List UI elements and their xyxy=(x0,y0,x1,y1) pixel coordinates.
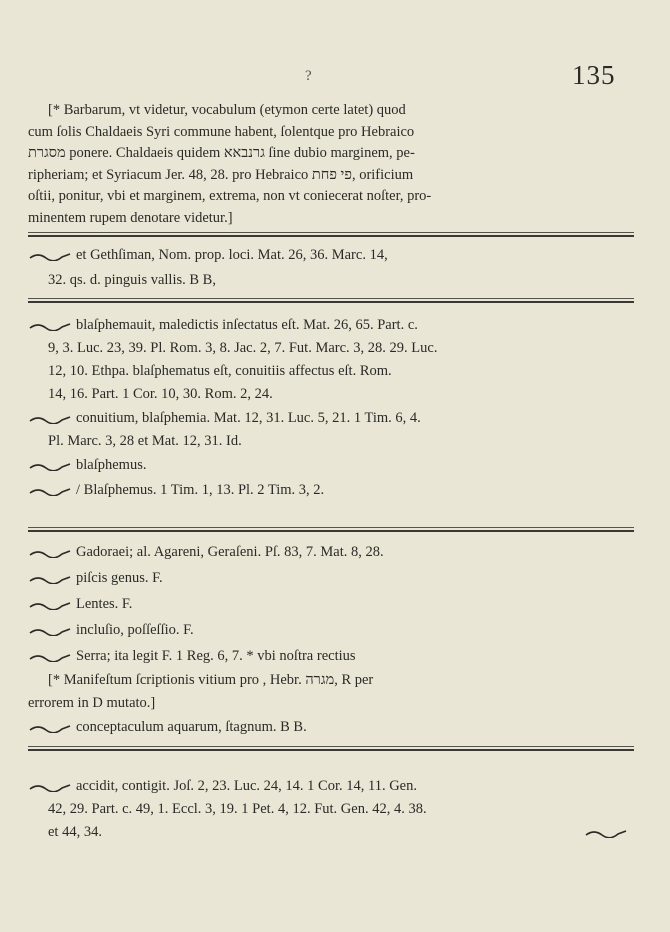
entry-line: blaſphemauit, maledictis inſectatus eſt. Mat. 26, 65. Part. c. xyxy=(28,315,632,337)
section-rule xyxy=(28,298,634,303)
syriac-word-icon xyxy=(28,485,72,496)
note-line: מסגרת ponere. Chaldaeis quidem גרנבאא ſine dubio marginem, pe- xyxy=(28,145,415,162)
note-line: oſtii, ponitur, vbi et marginem, extrema, non vt coniecerat noſter, pro- xyxy=(28,188,432,205)
syriac-word-icon xyxy=(28,625,72,636)
note-line: cum ſolis Chaldaeis Syri commune habent, ſolentque pro Hebraico xyxy=(28,123,415,140)
running-header xyxy=(0,60,670,100)
section-rule xyxy=(28,232,634,237)
syriac-word-icon xyxy=(28,781,72,792)
entry-line: 9, 3. Luc. 23, 39. Pl. Rom. 3, 8. Jac. 2, 7. Fut. Marc. 3, 28. 29. Luc. xyxy=(48,340,438,356)
syriac-word-icon xyxy=(584,827,628,838)
header-mark: ? xyxy=(305,68,312,84)
syriac-word-icon xyxy=(28,651,72,662)
syriac-word-icon xyxy=(28,547,72,558)
section-rule xyxy=(28,527,634,532)
entry-line: 12, 10. Ethpa. blaſphematus eſt, conuitiis affectus eſt. Rom. xyxy=(48,363,392,379)
syriac-word-icon xyxy=(28,413,72,424)
entry-line: blaſphemus. xyxy=(28,455,632,477)
syriac-word-icon xyxy=(28,460,72,471)
entry-line: 32. qs. d. pinguis vallis. B B, xyxy=(48,272,216,288)
entry-line: Serra; ita legit F. 1 Reg. 6, 7. * vbi noſtra rectius xyxy=(28,646,632,668)
entry-line: Lentes. F. xyxy=(28,594,632,616)
section-rule xyxy=(28,746,634,751)
syriac-word-icon xyxy=(28,599,72,610)
note-line: minentem rupem denotare videtur.] xyxy=(28,210,233,226)
entry-line: / Blaſphemus. 1 Tim. 1, 13. Pl. 2 Tim. 3, 2. xyxy=(28,480,632,502)
note-line: [* Barbarum, vt videtur, vocabulum (etymon certe latet) quod xyxy=(48,102,406,118)
entry-line: accidit, contigit. Joſ. 2, 23. Luc. 24, 14. 1 Cor. 14, 11. Gen. xyxy=(28,776,632,798)
entry-line: conceptaculum aquarum, ſtagnum. B B. xyxy=(28,717,632,739)
note-line: ripheriam; et Syriacum Jer. 48, 28. pro Hebraico פי פחת, orificium xyxy=(28,166,414,183)
entry-line: incluſio, poſſeſſio. F. xyxy=(28,620,632,642)
entry-line: et Gethſiman, Nom. prop. loci. Mat. 26, 36. Marc. 14, xyxy=(28,245,632,267)
entry-line: 42, 29. Part. c. 49, 1. Eccl. 3, 19. 1 Pet. 4, 12. Fut. Gen. 42, 4. 38. xyxy=(48,801,427,817)
entry-line: et 44, 34. xyxy=(28,822,632,844)
entry-line: 14, 16. Part. 1 Cor. 10, 30. Rom. 2, 24. xyxy=(48,386,273,402)
entry-line: Pl. Marc. 3, 28 et Mat. 12, 31. Id. xyxy=(48,433,242,449)
entry-line: piſcis genus. F. xyxy=(28,568,632,590)
syriac-word-icon xyxy=(28,250,72,261)
note-line: [* Manifeſtum ſcriptionis vitium pro , Hebr. מגרה, R per xyxy=(48,672,374,688)
note-line: errorem in D mutato.] xyxy=(28,695,156,711)
entry-line: Gadoraei; al. Agareni, Geraſeni. Pſ. 83, 7. Mat. 8, 28. xyxy=(28,542,632,564)
syriac-word-icon xyxy=(28,320,72,331)
syriac-word-icon xyxy=(28,722,72,733)
page-number: 135 xyxy=(572,60,616,90)
entry-line: conuitium, blaſphemia. Mat. 12, 31. Luc. 5, 21. 1 Tim. 6, 4. xyxy=(28,408,632,430)
syriac-word-icon xyxy=(28,573,72,584)
